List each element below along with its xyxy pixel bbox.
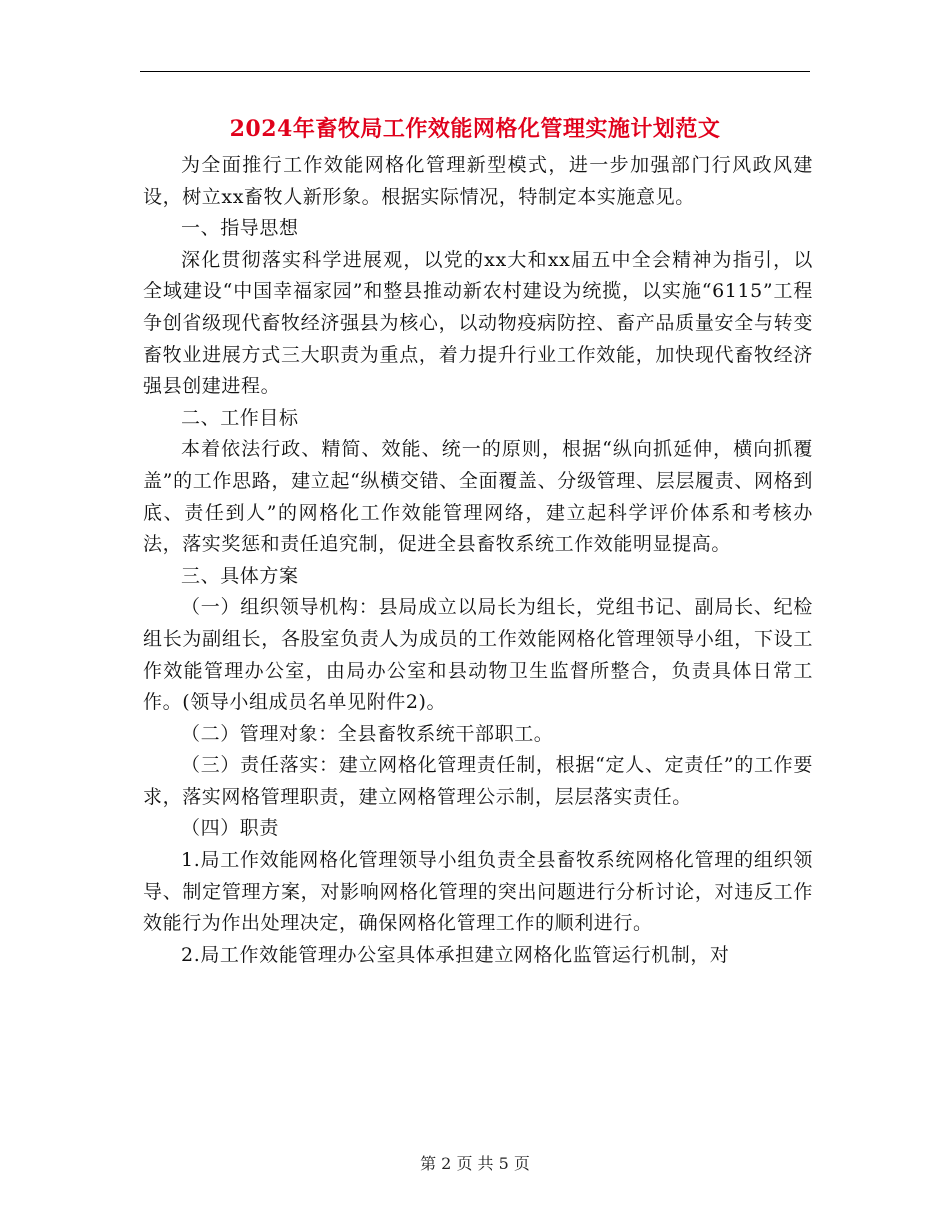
subsection-heading-duties: （四）职责 (181, 817, 280, 840)
document-body (143, 150, 813, 971)
organization-paragraph: （一）组织领导机构：县局成立以局长为组长，党组书记、副局长、纪检组长为副组长，各股室负责人为成员的工作效能网格化管理领导小组，下设工作效能管理办公室，由局办公室和县动物卫生监督所整合，负责具体日常工作。(领导小组成员名单见附件2)。 (143, 596, 813, 714)
intro-paragraph: 为全面推行工作效能网格化管理新型模式，进一步加强部门行风政风建设，树立xx畜牧人新形象。根据实际情况，特制定本实施意见。 (143, 154, 813, 208)
header-rule (140, 71, 810, 72)
responsibility-paragraph: （三）责任落实：建立网格化管理责任制，根据“定人、定责任”的工作要求，落实网格管理职责，建立网格管理公示制，层层落实责任。 (143, 754, 813, 808)
management-target-paragraph: （二）管理对象：全县畜牧系统干部职工。 (181, 722, 554, 745)
section-heading-specific-plan: 三、具体方案 (181, 564, 299, 587)
guiding-ideology-paragraph: 深化贯彻落实科学进展观，以党的xx大和xx届五中全会精神为指引，以全域建设“中国幸福家园”和整县推动新农村建设为统揽，以实施“6115”工程争创省级现代畜牧经济强县为核心，以动物疫病防控、畜产品质量安全与转变畜牧业进展方式三大职责为重点，着力提升行业工作效能，加快现代畜牧经济强县创建进程。 (143, 248, 813, 398)
work-goals-paragraph: 本着依法行政、精简、效能、统一的原则，根据“纵向抓延伸，横向抓覆盖”的工作思路，建立起“纵横交错、全面覆盖、分级管理、层层履责、网格到底、责任到人”的网格化工作效能管理网络，建立起科学评价体系和考核办法，落实奖惩和责任追究制，促进全县畜牧系统工作效能明显提高。 (143, 438, 813, 556)
section-heading-work-goals: 二、工作目标 (181, 406, 299, 429)
document-title: 2024年畜牧局工作效能网格化管理实施计划范文 (229, 116, 721, 142)
section-heading-guiding-ideology: 一、指导思想 (181, 217, 299, 240)
page-number: 第 2 页 共 5 页 (420, 1154, 530, 1173)
duty-item-2: 2.局工作效能管理办公室具体承担建立网格化监管运行机制，对 (181, 943, 730, 966)
duty-item-1: 1.局工作效能网格化管理领导小组负责全县畜牧系统网格化管理的组织领导、制定管理方案，对影响网格化管理的突出问题进行分析讨论，对违反工作效能行为作出处理决定，确保网格化管理工作的顺利进行。 (143, 849, 813, 935)
